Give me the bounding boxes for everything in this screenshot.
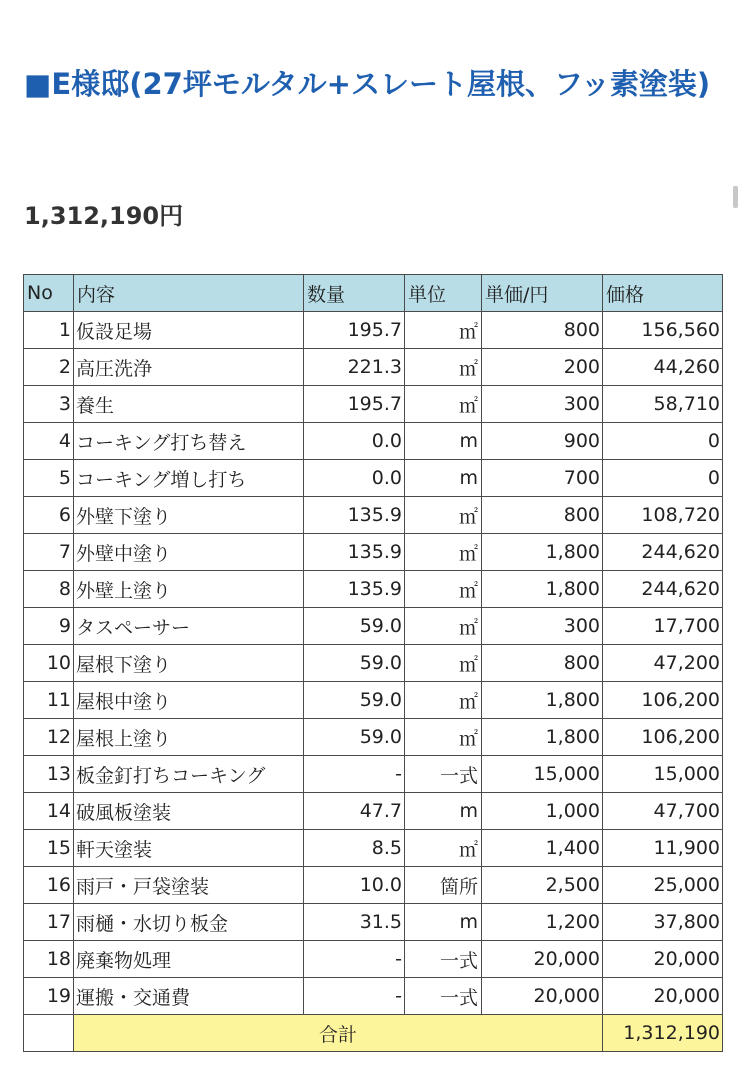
cell-quantity: 195.7 [304,386,405,423]
total-price-heading: 1,312,190円 [24,202,184,230]
cell-price: 11,900 [603,830,723,867]
cell-unit-price: 1,200 [482,904,603,941]
cell-price: 15,000 [603,756,723,793]
cell-content: 雨戸・戸袋塗装 [74,867,304,904]
cell-unit-price: 800 [482,497,603,534]
table-row [24,534,723,571]
cell-unit: ㎡ [405,386,482,423]
cell-price: 106,200 [603,719,723,756]
table-row [24,349,723,386]
cell-unit: ㎡ [405,682,482,719]
cell-quantity: 59.0 [304,682,405,719]
cell-quantity: 31.5 [304,904,405,941]
cell-no: 9 [24,608,74,645]
cell-unit: ㎡ [405,719,482,756]
cell-content: 廃棄物処理 [74,941,304,978]
table-row [24,460,723,497]
cell-no: 14 [24,793,74,830]
cell-content: 屋根下塗り [74,645,304,682]
cell-price: 47,700 [603,793,723,830]
cell-price: 20,000 [603,941,723,978]
table-row [24,312,723,349]
cell-no: 11 [24,682,74,719]
cell-unit-price: 800 [482,645,603,682]
cell-unit-price: 900 [482,423,603,460]
cell-unit: 箇所 [405,867,482,904]
cell-price: 244,620 [603,571,723,608]
cell-unit: ㎡ [405,497,482,534]
page-title: ■E様邸(27坪モルタル+スレート屋根、フッ素塗装) [24,67,711,101]
cell-content: タスペーサー [74,608,304,645]
cell-quantity: 195.7 [304,312,405,349]
cell-unit-price: 300 [482,608,603,645]
total-row [24,1015,723,1052]
cell-no: 10 [24,645,74,682]
cell-quantity: - [304,756,405,793]
cell-price: 20,000 [603,978,723,1015]
cell-unit-price: 200 [482,349,603,386]
table-row [24,608,723,645]
cell-no: 17 [24,904,74,941]
cell-unit: m [405,904,482,941]
total-label: 合計 [74,1015,603,1052]
header-price: 価格 [603,275,723,312]
cell-no: 18 [24,941,74,978]
cell-content: 外壁中塗り [74,534,304,571]
cell-unit: m [405,793,482,830]
cell-content: 運搬・交通費 [74,978,304,1015]
cell-price: 47,200 [603,645,723,682]
estimate-table [23,274,723,1052]
table-row [24,978,723,1015]
table-row [24,571,723,608]
table-row [24,941,723,978]
cell-no: 19 [24,978,74,1015]
header-unit-price: 単価/円 [482,275,603,312]
cell-content: 高圧洗浄 [74,349,304,386]
header-quantity: 数量 [304,275,405,312]
cell-no: 16 [24,867,74,904]
cell-price: 156,560 [603,312,723,349]
cell-content: 破風板塗装 [74,793,304,830]
cell-price: 244,620 [603,534,723,571]
cell-no: 8 [24,571,74,608]
cell-content: 軒天塗装 [74,830,304,867]
cell-unit-price: 20,000 [482,978,603,1015]
cell-quantity: 135.9 [304,497,405,534]
cell-content: コーキング増し打ち [74,460,304,497]
cell-no: 5 [24,460,74,497]
cell-price: 58,710 [603,386,723,423]
cell-quantity: 221.3 [304,349,405,386]
cell-quantity: - [304,941,405,978]
cell-price: 37,800 [603,904,723,941]
cell-price: 0 [603,460,723,497]
cell-unit-price: 700 [482,460,603,497]
cell-unit-price: 20,000 [482,941,603,978]
table-row [24,682,723,719]
table-row [24,793,723,830]
cell-no: 13 [24,756,74,793]
cell-quantity: 59.0 [304,608,405,645]
cell-unit: ㎡ [405,312,482,349]
total-amount: 1,312,190 [603,1015,723,1052]
cell-unit-price: 1,800 [482,682,603,719]
cell-unit: ㎡ [405,608,482,645]
table-row [24,719,723,756]
table-row [24,867,723,904]
cell-content: 仮設足場 [74,312,304,349]
cell-content: 板金釘打ちコーキング [74,756,304,793]
cell-no: 1 [24,312,74,349]
cell-content: 屋根上塗り [74,719,304,756]
cell-unit: 一式 [405,978,482,1015]
table-row [24,497,723,534]
cell-quantity: 0.0 [304,423,405,460]
table-row [24,756,723,793]
cell-quantity: 8.5 [304,830,405,867]
cell-content: 外壁上塗り [74,571,304,608]
total-blank-cell [24,1015,74,1052]
cell-no: 12 [24,719,74,756]
table-header-row [24,275,723,312]
cell-quantity: - [304,978,405,1015]
cell-price: 106,200 [603,682,723,719]
cell-content: 外壁下塗り [74,497,304,534]
cell-no: 6 [24,497,74,534]
cell-unit-price: 800 [482,312,603,349]
cell-unit-price: 1,400 [482,830,603,867]
cell-unit-price: 1,800 [482,571,603,608]
table-row [24,386,723,423]
cell-unit: 一式 [405,941,482,978]
cell-content: 屋根中塗り [74,682,304,719]
table-row [24,904,723,941]
scrollbar[interactable] [733,186,738,208]
header-content: 内容 [74,275,304,312]
cell-unit-price: 1,000 [482,793,603,830]
cell-unit-price: 300 [482,386,603,423]
table-body [24,312,723,1015]
cell-no: 3 [24,386,74,423]
cell-content: コーキング打ち替え [74,423,304,460]
cell-price: 17,700 [603,608,723,645]
cell-price: 44,260 [603,349,723,386]
cell-content: 雨樋・水切り板金 [74,904,304,941]
cell-no: 7 [24,534,74,571]
cell-quantity: 47.7 [304,793,405,830]
cell-quantity: 135.9 [304,534,405,571]
cell-no: 2 [24,349,74,386]
header-no: No [24,275,74,312]
cell-no: 15 [24,830,74,867]
cell-unit-price: 15,000 [482,756,603,793]
table-row [24,423,723,460]
cell-unit: ㎡ [405,571,482,608]
cell-quantity: 0.0 [304,460,405,497]
cell-price: 25,000 [603,867,723,904]
cell-unit-price: 1,800 [482,534,603,571]
cell-unit: ㎡ [405,349,482,386]
cell-unit: m [405,460,482,497]
cell-unit: m [405,423,482,460]
table-row [24,830,723,867]
cell-unit-price: 1,800 [482,719,603,756]
cell-unit: ㎡ [405,534,482,571]
cell-quantity: 59.0 [304,645,405,682]
cell-quantity: 10.0 [304,867,405,904]
cell-unit: ㎡ [405,830,482,867]
cell-quantity: 135.9 [304,571,405,608]
cell-content: 養生 [74,386,304,423]
cell-price: 108,720 [603,497,723,534]
cell-no: 4 [24,423,74,460]
cell-unit: 一式 [405,756,482,793]
table-row [24,645,723,682]
cell-price: 0 [603,423,723,460]
cell-unit-price: 2,500 [482,867,603,904]
cell-unit: ㎡ [405,645,482,682]
cell-quantity: 59.0 [304,719,405,756]
header-unit: 単位 [405,275,482,312]
